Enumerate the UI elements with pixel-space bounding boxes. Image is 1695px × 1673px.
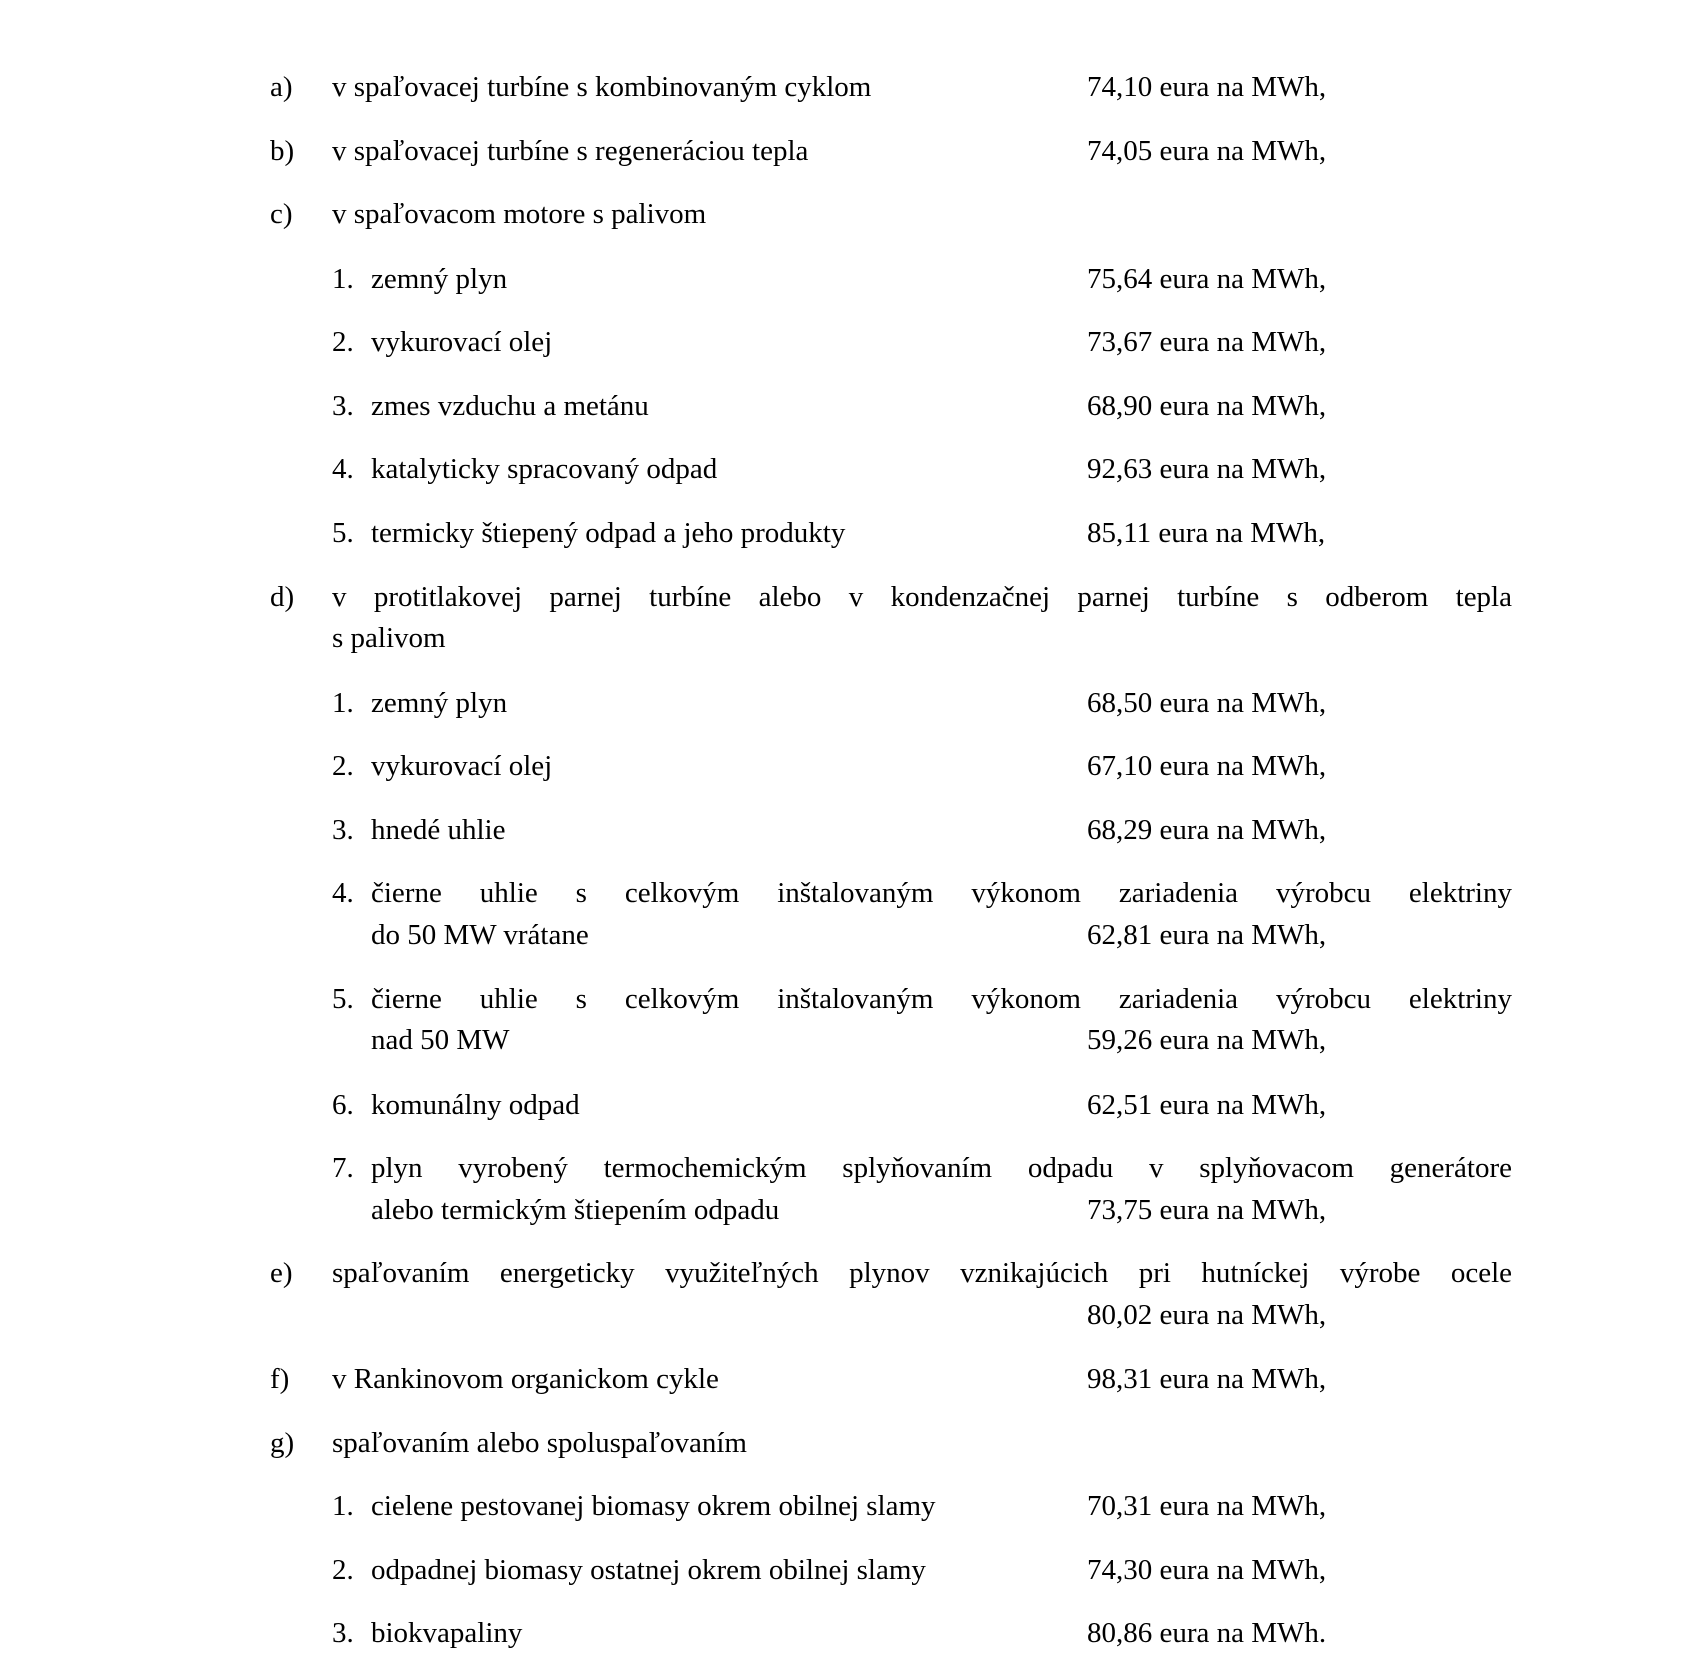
sub-item-amount: 70,31 eura na MWh, bbox=[1087, 1490, 1327, 1522]
item-text-line2: s palivom bbox=[332, 622, 446, 654]
sub-item-text: cielene pestovanej biomasy okrem obilnej slamy bbox=[371, 1490, 936, 1522]
sub-item-amount: 68,29 eura na MWh, bbox=[1087, 814, 1327, 846]
item-label: b) bbox=[270, 135, 295, 167]
sub-item-text: termicky štiepený odpad a jeho produkty bbox=[371, 517, 846, 549]
sub-item-text: vykurovací olej bbox=[371, 326, 553, 358]
item-label: e) bbox=[270, 1257, 293, 1289]
sub-item-number: 2. bbox=[332, 326, 354, 358]
sub-item-text: hnedé uhlie bbox=[371, 814, 506, 846]
item-text: v spaľovacom motore s palivom bbox=[332, 198, 707, 230]
sub-item-amount: 67,10 eura na MWh, bbox=[1087, 750, 1327, 782]
sub-item-text: komunálny odpad bbox=[371, 1089, 580, 1121]
sub-item-text-line2: alebo termickým štiepením odpadu bbox=[371, 1194, 780, 1226]
item-label: a) bbox=[270, 71, 293, 103]
sub-item-text: zemný plyn bbox=[371, 263, 508, 295]
sub-item-amount: 85,11 eura na MWh, bbox=[1087, 517, 1326, 549]
sub-item-number: 1. bbox=[332, 263, 354, 295]
sub-item-number: 5. bbox=[332, 983, 354, 1015]
item-text: v Rankinovom organickom cykle bbox=[332, 1363, 719, 1395]
sub-item-amount: 75,64 eura na MWh, bbox=[1087, 263, 1327, 295]
sub-item-amount: 80,86 eura na MWh. bbox=[1087, 1617, 1327, 1649]
sub-item-text-line1: čierne uhlie s celkovým inštalovaným výkonom zariadenia výrobcu elektriny bbox=[371, 877, 1512, 909]
sub-item-amount: 62,81 eura na MWh, bbox=[1087, 919, 1327, 951]
sub-item-number: 3. bbox=[332, 1617, 354, 1649]
item-amount: 98,31 eura na MWh, bbox=[1087, 1363, 1327, 1395]
sub-item-number: 2. bbox=[332, 750, 354, 782]
item-text-line1: v protitlakovej parnej turbíne alebo v kondenzačnej parnej turbíne s odberom tepla bbox=[332, 581, 1512, 613]
sub-item-amount: 59,26 eura na MWh, bbox=[1087, 1024, 1327, 1056]
sub-item-text: zemný plyn bbox=[371, 687, 508, 719]
item-label: c) bbox=[270, 198, 293, 230]
sub-item-number: 7. bbox=[332, 1152, 354, 1184]
item-text: spaľovaním alebo spoluspaľovaním bbox=[332, 1427, 747, 1459]
sub-item-text-line1: plyn vyrobený termochemickým splyňovaním odpadu v splyňovacom generátore bbox=[371, 1152, 1512, 1184]
sub-item-text-line2: nad 50 MW bbox=[371, 1024, 510, 1056]
sub-item-text-line2: do 50 MW vrátane bbox=[371, 919, 589, 951]
sub-item-number: 5. bbox=[332, 517, 354, 549]
sub-item-number: 2. bbox=[332, 1554, 354, 1586]
sub-item-amount: 62,51 eura na MWh, bbox=[1087, 1089, 1327, 1121]
item-amount: 80,02 eura na MWh, bbox=[1087, 1299, 1327, 1331]
sub-item-number: 6. bbox=[332, 1089, 354, 1121]
item-text: v spaľovacej turbíne s regeneráciou tepla bbox=[332, 135, 809, 167]
sub-item-amount: 92,63 eura na MWh, bbox=[1087, 453, 1327, 485]
sub-item-number: 4. bbox=[332, 453, 354, 485]
sub-item-text: biokvapaliny bbox=[371, 1617, 523, 1649]
sub-item-text: katalyticky spracovaný odpad bbox=[371, 453, 718, 485]
sub-item-amount: 68,90 eura na MWh, bbox=[1087, 390, 1327, 422]
sub-item-amount: 68,50 eura na MWh, bbox=[1087, 687, 1327, 719]
item-label: d) bbox=[270, 581, 295, 613]
sub-item-amount: 73,67 eura na MWh, bbox=[1087, 326, 1327, 358]
sub-item-number: 4. bbox=[332, 877, 354, 909]
item-amount: 74,05 eura na MWh, bbox=[1087, 135, 1327, 167]
item-text: spaľovaním energeticky využiteľných plynov vznikajúcich pri hutníckej výrobe ocele bbox=[332, 1257, 1512, 1289]
item-text: v spaľovacej turbíne s kombinovaným cyklom bbox=[332, 71, 872, 103]
item-amount: 74,10 eura na MWh, bbox=[1087, 71, 1327, 103]
sub-item-number: 3. bbox=[332, 814, 354, 846]
item-label: f) bbox=[270, 1363, 290, 1395]
sub-item-text: odpadnej biomasy ostatnej okrem obilnej slamy bbox=[371, 1554, 926, 1586]
sub-item-number: 3. bbox=[332, 390, 354, 422]
sub-item-number: 1. bbox=[332, 687, 354, 719]
sub-item-amount: 73,75 eura na MWh, bbox=[1087, 1194, 1327, 1226]
sub-item-amount: 74,30 eura na MWh, bbox=[1087, 1554, 1327, 1586]
sub-item-text: vykurovací olej bbox=[371, 750, 553, 782]
sub-item-number: 1. bbox=[332, 1490, 354, 1522]
item-label: g) bbox=[270, 1427, 295, 1459]
sub-item-text-line1: čierne uhlie s celkovým inštalovaným výkonom zariadenia výrobcu elektriny bbox=[371, 983, 1512, 1015]
sub-item-text: zmes vzduchu a metánu bbox=[371, 390, 649, 422]
